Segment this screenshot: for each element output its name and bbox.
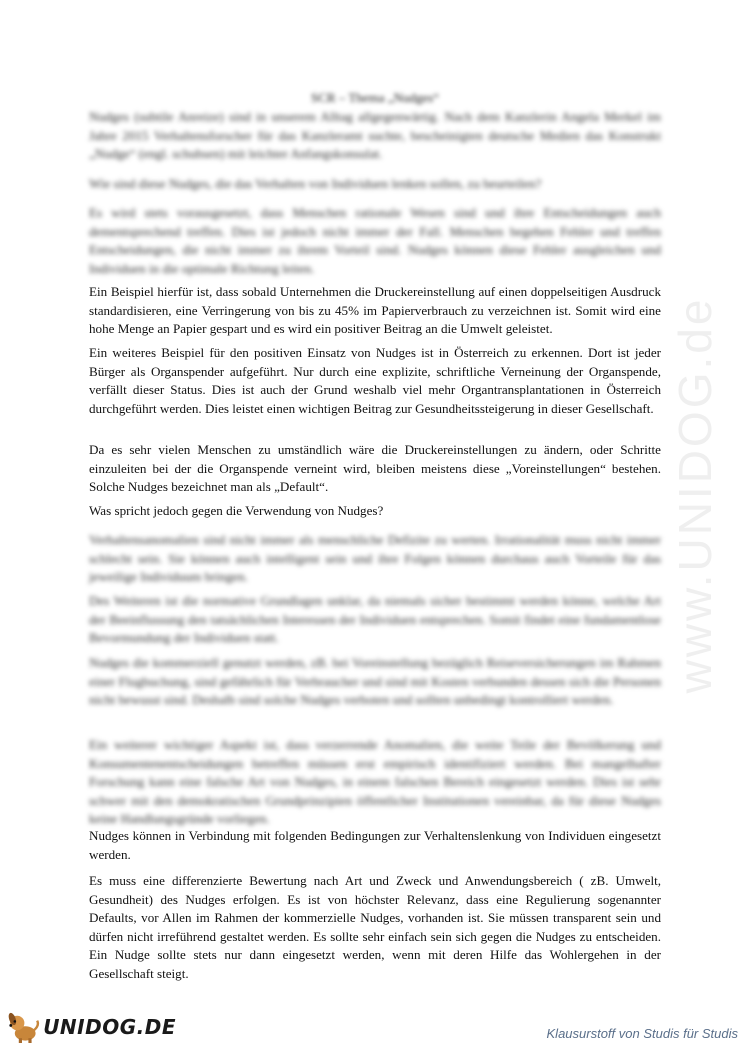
footer-slogan: Klausurstoff von Studis für Studis — [546, 1026, 738, 1041]
paragraph-commercial: Nudges die kommerziell genutzt werden, zB. bei Voreinstellung bezüglich Reiseversicherungen im Rahmen einer Flugbuchung, sind gefährlich für Verbraucher und sind mit Kosten verbunden dessen sich die Personen nicht bewusst sind. Deshalb sind solche Nudges verboten und sollten unbedingt kontrolliert werden. — [89, 655, 661, 707]
paragraph-conditions: Nudges können in Verbindung mit folgenden Bedingungen zur Verhaltenslenkung von Individuen eingesetzt werden. — [89, 828, 661, 862]
dog-icon — [6, 1005, 41, 1049]
paragraph-question: Wie sind diese Nudges, die das Verhalten von Individuen lenken sollen, zu beurteilen? — [89, 176, 542, 191]
paragraph-requirements: Es muss eine differenzierte Bewertung nach Art und Zweck und Anwendungsbereich ( zB. Umwelt, Gesundheit) des Nudges erfolgen. Es ist von höchster Relevanz, dass eine Regulierung sogenannter Defaults, vor Allen im Rahmen der kommerzielle Nudges, vorhanden ist. Sie müssen transparent sein und dürfen nicht irreführend gestaltet werden. Es sollte sehr einfach sein sich gegen die Nudges zu entscheiden. Ein Nudge sollte stets nur dann eingesetzt werden, wenn mit deren Hilfe das Wohlergehen in der Gesellschaft steigt. — [89, 873, 661, 981]
paragraph-rational-actors: Es wird stets vorausgesetzt, dass Menschen rationale Wesen sind und ihre Entscheidungen auch dementsprechend treffen. Dies ist jedoch nicht immer der Fall. Menschen begehen Fehler und treffen Entscheidungen, die nicht immer zu ihrem Vorteil sind. Nudges können diese Fehler ausgleichen und Individuen in die optimale Richtung leiten. — [89, 205, 661, 276]
unidog-logo — [6, 1004, 176, 1050]
paragraph-organ-donation: Ein weiteres Beispiel für den positiven Einsatz von Nudges ist in Österreich zu erkennen. Dort ist jeder Bürger als Organspender aufgeführt. Nur durch eine explizite, schriftliche Verneinung der Organspende, verfällt dieser Status. Dies ist auch der Grund weshalb viel mehr Organtransplantationen in Österreich durchgeführt werden. Dies leistet einen wichtigen Beitrag zur Gesundheitssteigerung in dieser Gesellschaft. — [89, 345, 661, 416]
document-title: SCR – Thema „Nudges“ — [311, 90, 439, 105]
logo-text: UNIDOG.DE — [43, 1015, 176, 1039]
paragraph-counter-question: Was spricht jedoch gegen die Verwendung von Nudges? — [89, 503, 384, 518]
paragraph-intro: Nudges (subtile Anreize) sind in unserem Alltag allgegenwärtig. Nach dem Kanzlerin Angela Merkel im Jahre 2015 Verhaltensforscher für das Kanzleramt suchte, bescheinigten deutsche Medien das Konstrukt „Nudge“ (engl. schubsen) mit leichter Anfangskonsulat. — [89, 109, 661, 161]
paragraph-printer-example: Ein Beispiel hierfür ist, dass sobald Unternehmen die Druckereinstellung auf einen doppelseitigen Ausdruck standardisieren, eine Verringerung von bis zu 45% im Papierverbrauch zu verzeichnen ist. Somit wird eine hohe Menge an Papier gespart und es wird ein positiver Beitrag an die Umwelt geleistet. — [89, 284, 661, 336]
paragraph-normative: Des Weiteren ist die normative Grundlagen unklar, da niemals sicher bestimmt werden könne, welche Art der Beeinflussung den tatsächlichen Interessen der Individuen entsprechen. Somit findet eine fundamentlose Bevormundung der Individuen statt. — [89, 593, 661, 645]
paragraph-empirical: Ein weiterer wichtiger Aspekt ist, dass verzerrende Anomalien, die weite Teile der Bevölkerung und Konsumentenentscheidungen betreffen müssen erst empirisch identifiziert werden. Bei mangelhafter Forschung kann eine falsche Art von Nudges, in einem falschen Bereich eingesetzt werden. Dies ist sehr schwer mit den demokratischen Grundprinzipien öffentlicher Institutionen vereinbar, da für diese Nudges keine Handlungsgründe vorliegen. — [89, 737, 661, 826]
paragraph-default: Da es sehr vielen Menschen zu umständlich wäre die Druckereinstellungen zu ändern, oder Schritte einzuleiten bei der die Organspende verneint wird, bleiben meistens diese „Voreinstellungen“ bestehen. Solche Nudges bezeichnet man als „Default“. — [89, 442, 661, 494]
watermark: www.UNIDOG.de — [669, 296, 721, 694]
paragraph-anomalies: Verhaltensanomalien sind nicht immer als menschliche Defizite zu werten. Irrationalität muss nicht immer schlecht sein. Sie können auch intelligent sein und ihre Folgen können durchaus auch Vorteile für das jeweilige Individuum bringen. — [89, 532, 661, 584]
